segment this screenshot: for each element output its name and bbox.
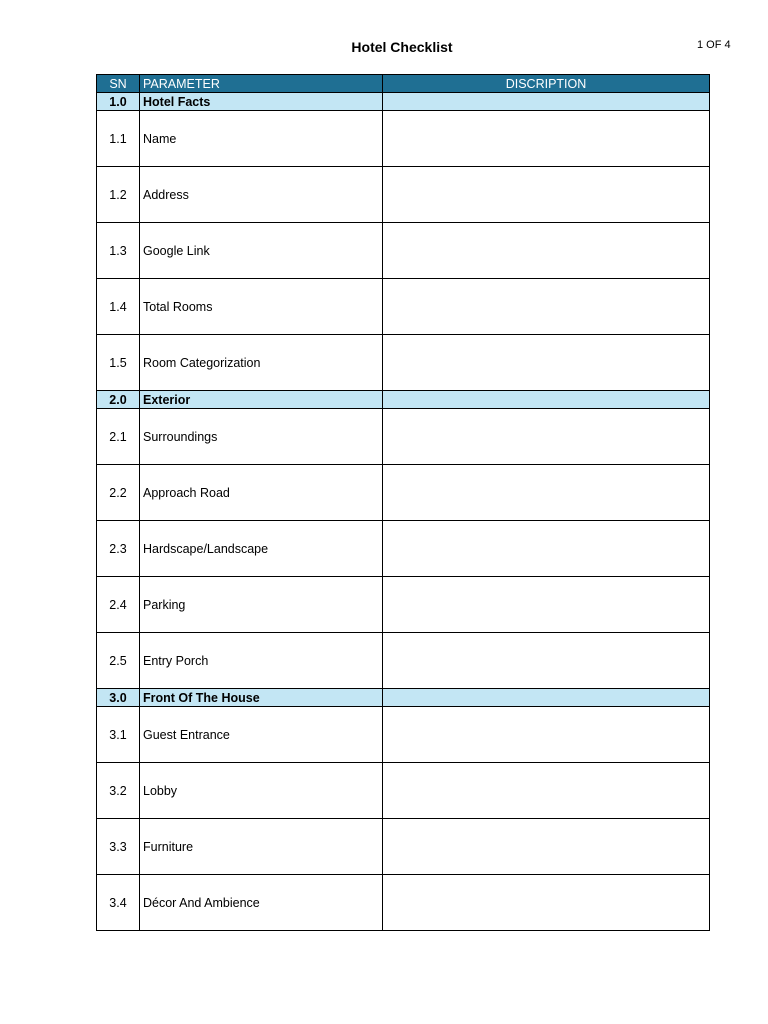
item-parameter: Décor And Ambience [140, 875, 383, 931]
section-sn: 2.0 [97, 391, 140, 409]
item-description-cell[interactable] [383, 335, 710, 391]
table-row [97, 279, 710, 335]
section-description-cell [383, 391, 710, 409]
item-description-cell[interactable] [383, 223, 710, 279]
item-description-cell[interactable] [383, 763, 710, 819]
table-row [97, 335, 710, 391]
item-sn: 1.2 [97, 167, 140, 223]
section-description-cell [383, 689, 710, 707]
table-row [97, 763, 710, 819]
table-row [97, 167, 710, 223]
item-parameter: Parking [140, 577, 383, 633]
item-description-cell[interactable] [383, 111, 710, 167]
item-sn: 2.5 [97, 633, 140, 689]
item-sn: 1.3 [97, 223, 140, 279]
section-row [97, 93, 710, 111]
item-description-cell[interactable] [383, 465, 710, 521]
item-parameter: Google Link [140, 223, 383, 279]
page-title: Hotel Checklist [351, 39, 453, 55]
item-description-cell[interactable] [383, 279, 710, 335]
section-sn: 1.0 [97, 93, 140, 111]
item-parameter: Approach Road [140, 465, 383, 521]
item-sn: 3.2 [97, 763, 140, 819]
item-sn: 3.4 [97, 875, 140, 931]
table-row [97, 111, 710, 167]
item-description-cell[interactable] [383, 707, 710, 763]
item-description-cell[interactable] [383, 409, 710, 465]
table-row [97, 633, 710, 689]
page-number: 1 OF 4 [697, 39, 731, 51]
table-row [97, 707, 710, 763]
item-sn: 1.1 [97, 111, 140, 167]
item-description-cell[interactable] [383, 633, 710, 689]
item-description-cell[interactable] [383, 521, 710, 577]
item-sn: 2.3 [97, 521, 140, 577]
section-label: Exterior [140, 391, 383, 409]
section-row [97, 391, 710, 409]
section-label: Hotel Facts [140, 93, 383, 111]
item-sn: 2.2 [97, 465, 140, 521]
item-sn: 2.4 [97, 577, 140, 633]
header-parameter: PARAMETER [140, 75, 383, 93]
table-row [97, 409, 710, 465]
checklist-table [96, 74, 710, 931]
item-parameter: Entry Porch [140, 633, 383, 689]
header-row [97, 75, 710, 93]
table-row [97, 875, 710, 931]
item-sn: 2.1 [97, 409, 140, 465]
item-parameter: Lobby [140, 763, 383, 819]
item-parameter: Guest Entrance [140, 707, 383, 763]
item-sn: 3.1 [97, 707, 140, 763]
item-description-cell[interactable] [383, 819, 710, 875]
header-sn: SN [97, 75, 140, 93]
table-row [97, 465, 710, 521]
item-parameter: Total Rooms [140, 279, 383, 335]
item-description-cell[interactable] [383, 167, 710, 223]
item-parameter: Surroundings [140, 409, 383, 465]
table-row [97, 577, 710, 633]
table-row [97, 819, 710, 875]
item-sn: 1.4 [97, 279, 140, 335]
table-row [97, 521, 710, 577]
item-parameter: Name [140, 111, 383, 167]
item-sn: 3.3 [97, 819, 140, 875]
item-parameter: Hardscape/Landscape [140, 521, 383, 577]
item-parameter: Room Categorization [140, 335, 383, 391]
item-description-cell[interactable] [383, 577, 710, 633]
section-sn: 3.0 [97, 689, 140, 707]
item-sn: 1.5 [97, 335, 140, 391]
table-row [97, 223, 710, 279]
section-description-cell [383, 93, 710, 111]
item-parameter: Address [140, 167, 383, 223]
item-parameter: Furniture [140, 819, 383, 875]
item-description-cell[interactable] [383, 875, 710, 931]
header-description: DISCRIPTION [383, 75, 710, 93]
section-label: Front Of The House [140, 689, 383, 707]
section-row [97, 689, 710, 707]
